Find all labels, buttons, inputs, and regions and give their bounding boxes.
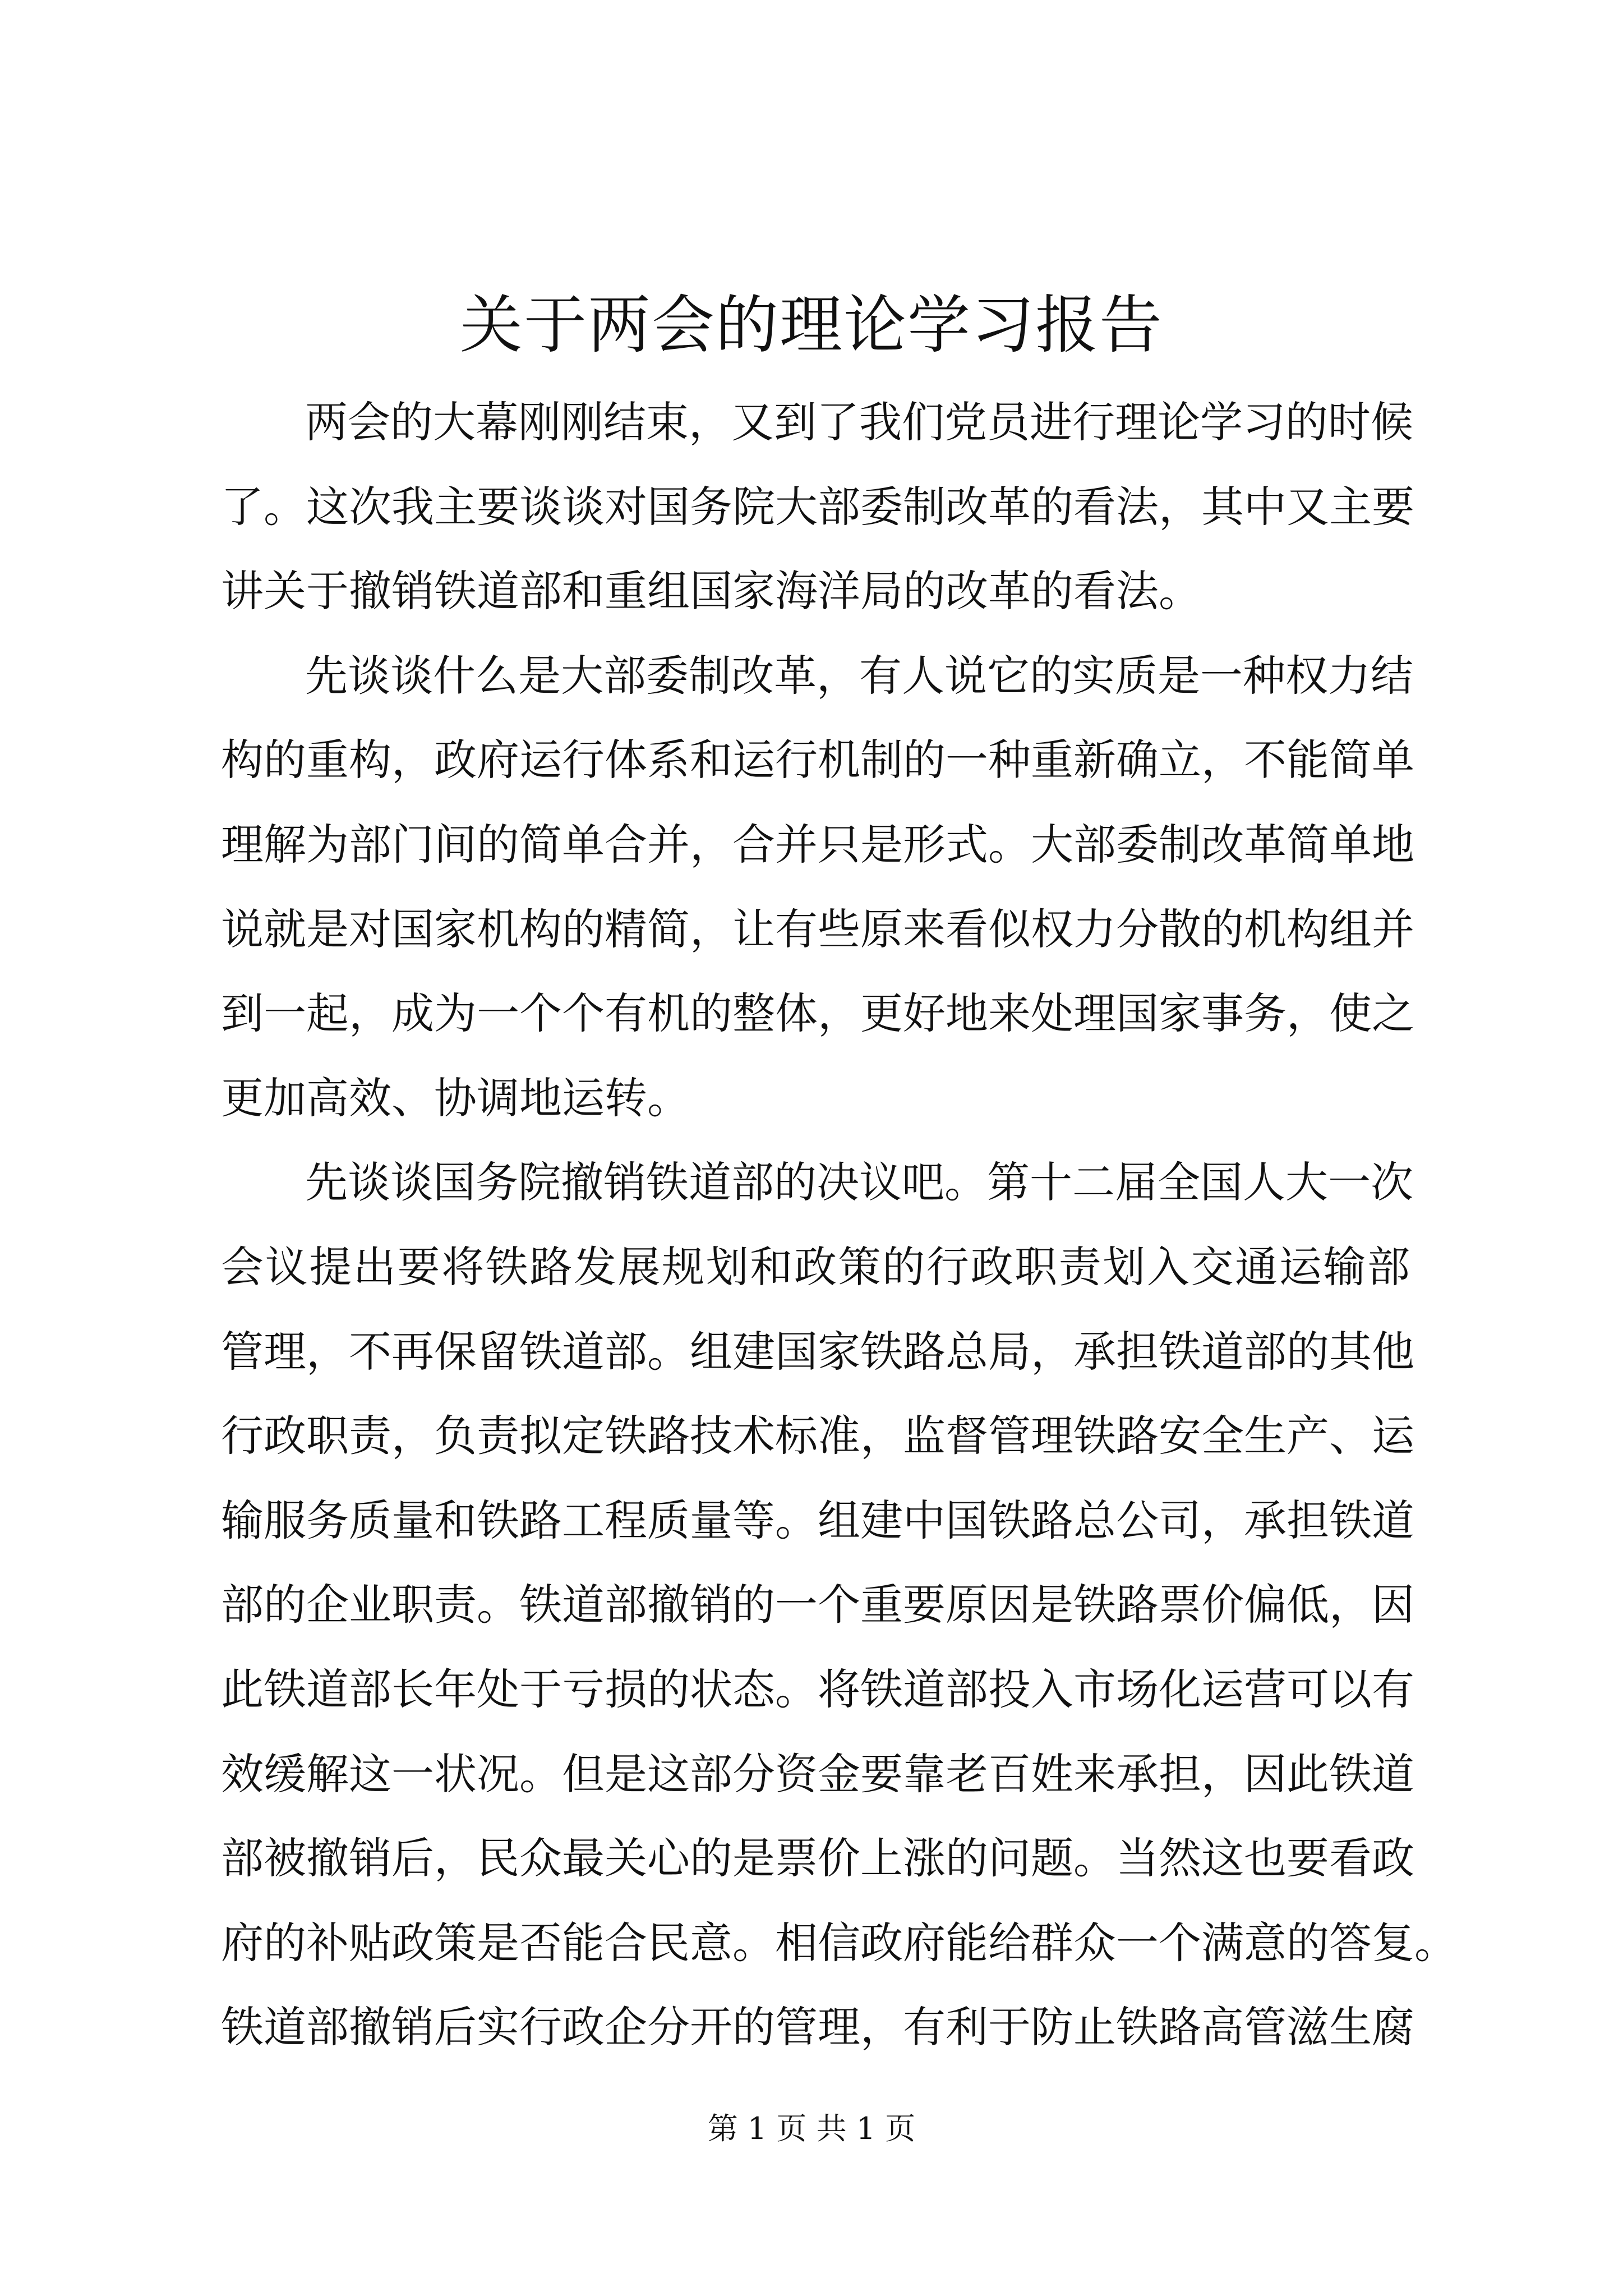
body-line: 讲关于撤销铁道部和重组国家海洋局的改革的看法。 [221, 566, 1201, 616]
body-line: 行政职责，负责拟定铁路技术标准，监督管理铁路安全生产、运 [221, 1411, 1414, 1461]
body-line: 输服务质量和铁路工程质量等。组建中国铁路总公司，承担铁道 [221, 1495, 1414, 1545]
body-line: 两会的大幕刚刚结束，又到了我们党员进行理论学习的时候 [305, 397, 1413, 447]
body-line: 此铁道部长年处于亏损的状态。将铁道部投入市场化运营可以有 [221, 1664, 1414, 1714]
body-line: 构的重构，政府运行体系和运行机制的一种重新确立，不能简单 [221, 735, 1414, 785]
body-line: 先谈谈什么是大部委制改革，有人说它的实质是一种权力结 [305, 650, 1413, 701]
body-line: 先谈谈国务院撤销铁道部的决议吧。第十二届全国人大一次 [305, 1157, 1413, 1208]
body-line: 效缓解这一状况。但是这部分资金要靠老百姓来承担，因此铁道 [221, 1749, 1414, 1799]
body-line: 了。这次我主要谈谈对国务院大部委制改革的看法，其中又主要 [221, 481, 1414, 532]
body-line: 到一起，成为一个个有机的整体，更好地来处理国家事务，使之 [221, 988, 1414, 1039]
body-line: 管理，不再保留铁道部。组建国家铁路总局，承担铁道部的其他 [221, 1326, 1414, 1377]
body-line: 更加高效、协调地运转。 [221, 1073, 690, 1123]
page-number-footer: 第 1 页 共 1 页 [707, 2111, 916, 2146]
body-line: 府的补贴政策是否能合民意。相信政府能给群众一个满意的答复。 [221, 1917, 1457, 1968]
body-line: 铁道部撤销后实行政企分开的管理，有利于防止铁路高管滋生腐 [221, 2002, 1414, 2053]
body-line: 理解为部门间的简单合并，合并只是形式。大部委制改革简单地 [221, 819, 1414, 869]
body-line: 部被撤销后，民众最关心的是票价上涨的问题。当然这也要看政 [221, 1833, 1414, 1884]
body-line: 部的企业职责。铁道部撤销的一个重要原因是铁路票价偏低，因 [221, 1580, 1414, 1630]
body-line: 会议提出要将铁路发展规划和政策的行政职责划入交通运输部 [221, 1241, 1410, 1292]
document-body [221, 380, 1457, 2070]
body-line: 说就是对国家机构的精简，让有些原来看似权力分散的机构组并 [221, 904, 1414, 954]
document-title: 关于两会的理论学习报告 [460, 289, 1163, 362]
